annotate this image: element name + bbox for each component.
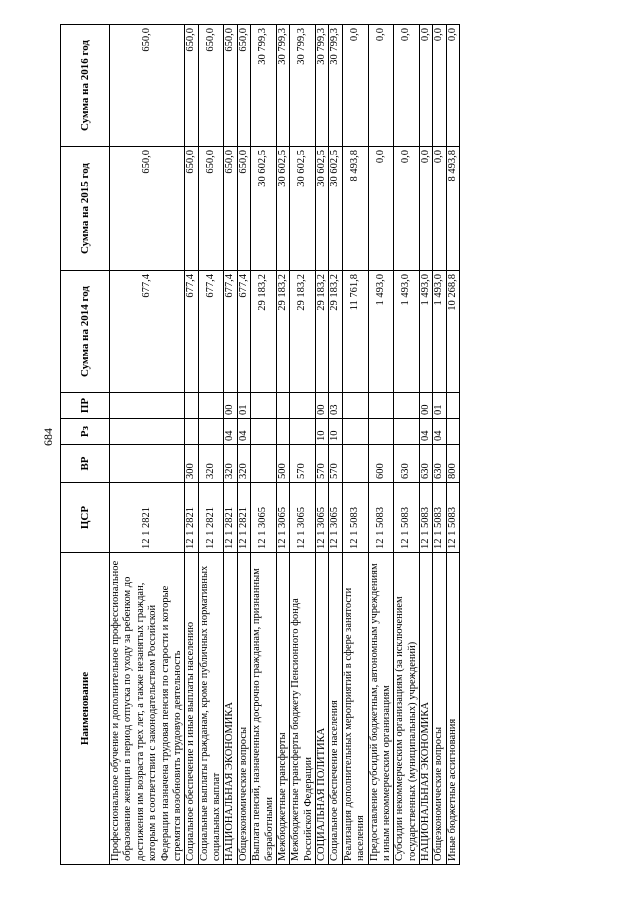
row-sum-2015: 0,0 [420, 147, 433, 271]
row-vr: 320 [224, 445, 237, 483]
row-name: Предоставление субсидий бюджетным, автономным учреждениям и иным некоммерческим организациям [368, 553, 394, 865]
row-rz: 04 [237, 419, 250, 445]
row-pr [251, 393, 277, 419]
row-sum-2015: 30 602,5 [329, 147, 342, 271]
row-rz: 04 [224, 419, 237, 445]
row-sum-2014: 29 183,2 [251, 271, 277, 393]
row-sum-2015: 650,0 [237, 147, 250, 271]
header-name: Наименование [61, 553, 110, 865]
budget-table [60, 24, 460, 865]
row-sum-2016: 650,0 [110, 25, 185, 147]
table-row [276, 25, 289, 865]
row-rz [198, 419, 224, 445]
row-vr [251, 445, 277, 483]
row-sum-2016: 650,0 [198, 25, 224, 147]
row-rz: 04 [420, 419, 433, 445]
row-name: НАЦИОНАЛЬНАЯ ЭКОНОМИКА [224, 553, 237, 865]
table-row [342, 25, 368, 865]
row-sum-2015: 8 493,8 [342, 147, 368, 271]
row-csr: 12 1 2821 [110, 483, 185, 553]
row-name: НАЦИОНАЛЬНАЯ ЭКОНОМИКА [420, 553, 433, 865]
row-sum-2016: 0,0 [446, 25, 459, 147]
row-sum-2015: 650,0 [224, 147, 237, 271]
row-sum-2015: 650,0 [185, 147, 198, 271]
header-sum-2015: Сумма на 2015 год [61, 147, 110, 271]
row-csr: 12 1 5083 [433, 483, 446, 553]
row-sum-2016: 0,0 [394, 25, 420, 147]
row-sum-2015: 30 602,5 [290, 147, 316, 271]
row-vr: 320 [237, 445, 250, 483]
row-sum-2016: 0,0 [420, 25, 433, 147]
row-vr: 500 [276, 445, 289, 483]
row-name: Субсидии некоммерческим организациям (за исключением государственных (муниципальных) учреждений) [394, 553, 420, 865]
row-pr: 00 [316, 393, 329, 419]
row-rz [276, 419, 289, 445]
row-sum-2016: 30 799,3 [251, 25, 277, 147]
row-sum-2016: 650,0 [224, 25, 237, 147]
row-pr [198, 393, 224, 419]
row-vr [110, 445, 185, 483]
table-row [316, 25, 329, 865]
row-sum-2014: 10 268,8 [446, 271, 459, 393]
row-sum-2014: 29 183,2 [316, 271, 329, 393]
row-csr: 12 1 2821 [224, 483, 237, 553]
row-sum-2014: 1 493,0 [420, 271, 433, 393]
row-sum-2016: 650,0 [237, 25, 250, 147]
row-csr: 12 1 3065 [251, 483, 277, 553]
header-vr: ВР [61, 445, 110, 483]
row-rz: 10 [316, 419, 329, 445]
row-pr: 00 [224, 393, 237, 419]
table-row [368, 25, 394, 865]
row-name: Иные бюджетные ассигнования [446, 553, 459, 865]
row-sum-2014: 1 493,0 [433, 271, 446, 393]
row-sum-2015: 30 602,5 [316, 147, 329, 271]
row-pr [185, 393, 198, 419]
row-vr [342, 445, 368, 483]
row-csr: 12 1 2821 [185, 483, 198, 553]
row-vr: 630 [420, 445, 433, 483]
row-sum-2014: 677,4 [185, 271, 198, 393]
row-sum-2014: 677,4 [237, 271, 250, 393]
row-sum-2016: 0,0 [342, 25, 368, 147]
row-sum-2014: 11 761,8 [342, 271, 368, 393]
row-rz [110, 419, 185, 445]
table-row [251, 25, 277, 865]
row-name: Реализация дополнительных мероприятий в сфере занятости населения [342, 553, 368, 865]
row-csr: 12 1 5083 [342, 483, 368, 553]
row-sum-2015: 30 602,5 [251, 147, 277, 271]
row-name: Общеэкономические вопросы [237, 553, 250, 865]
row-csr: 12 1 2821 [237, 483, 250, 553]
row-sum-2015: 0,0 [368, 147, 394, 271]
row-pr [342, 393, 368, 419]
row-sum-2015: 650,0 [110, 147, 185, 271]
row-rz [368, 419, 394, 445]
row-pr: 01 [433, 393, 446, 419]
table-row [433, 25, 446, 865]
row-sum-2016: 0,0 [433, 25, 446, 147]
row-sum-2016: 0,0 [368, 25, 394, 147]
table-row [446, 25, 459, 865]
table-row [237, 25, 250, 865]
table-row [329, 25, 342, 865]
row-rz [394, 419, 420, 445]
table-row [224, 25, 237, 865]
row-vr: 570 [290, 445, 316, 483]
row-vr: 600 [368, 445, 394, 483]
header-pr: ПР [61, 393, 110, 419]
row-csr: 12 1 5083 [368, 483, 394, 553]
row-vr: 320 [198, 445, 224, 483]
table-row [290, 25, 316, 865]
row-pr: 01 [237, 393, 250, 419]
row-csr: 12 1 2821 [198, 483, 224, 553]
row-rz [290, 419, 316, 445]
header-sum-2014: Сумма на 2014 год [61, 271, 110, 393]
row-csr: 12 1 3065 [329, 483, 342, 553]
row-name: Профессиональное обучение и дополнительное профессиональное образование женщин в период отпуска по уходу за ребенком до достижения им возраста трех лет, а также незанятых граждан, которым в соответствии с законодательством Российской Федерации назначена трудовая пенсия по старости и которые стремятся возобновить трудовую деятельность [110, 553, 185, 865]
row-pr [368, 393, 394, 419]
row-sum-2015: 0,0 [433, 147, 446, 271]
row-csr: 12 1 5083 [446, 483, 459, 553]
row-sum-2014: 29 183,2 [329, 271, 342, 393]
row-sum-2016: 30 799,3 [276, 25, 289, 147]
table-row [110, 25, 185, 865]
row-name: Межбюджетные трансферты [276, 553, 289, 865]
table-row [394, 25, 420, 865]
header-rz: Рз [61, 419, 110, 445]
row-sum-2015: 30 602,5 [276, 147, 289, 271]
row-vr: 800 [446, 445, 459, 483]
row-sum-2015: 650,0 [198, 147, 224, 271]
row-pr: 03 [329, 393, 342, 419]
row-name: Социальное обеспечение населения [329, 553, 342, 865]
row-name: Общеэкономические вопросы [433, 553, 446, 865]
row-sum-2014: 677,4 [110, 271, 185, 393]
table-row [420, 25, 433, 865]
row-csr: 12 1 5083 [394, 483, 420, 553]
row-vr: 570 [329, 445, 342, 483]
row-sum-2016: 30 799,3 [290, 25, 316, 147]
rotated-page-content [60, 25, 534, 865]
row-vr: 570 [316, 445, 329, 483]
row-name: Социальное обеспечение и иные выплаты населению [185, 553, 198, 865]
row-pr [290, 393, 316, 419]
row-name: СОЦИАЛЬНАЯ ПОЛИТИКА [316, 553, 329, 865]
table-row [198, 25, 224, 865]
row-vr: 300 [185, 445, 198, 483]
row-rz [251, 419, 277, 445]
row-pr [394, 393, 420, 419]
row-sum-2015: 0,0 [394, 147, 420, 271]
row-csr: 12 1 3065 [276, 483, 289, 553]
row-rz [342, 419, 368, 445]
row-rz [185, 419, 198, 445]
table-row [185, 25, 198, 865]
row-sum-2014: 677,4 [224, 271, 237, 393]
header-csr: ЦСР [61, 483, 110, 553]
row-sum-2015: 8 493,8 [446, 147, 459, 271]
row-sum-2016: 30 799,3 [316, 25, 329, 147]
row-sum-2014: 677,4 [198, 271, 224, 393]
page-number: 684 [41, 428, 55, 446]
row-sum-2014: 1 493,0 [368, 271, 394, 393]
row-pr [110, 393, 185, 419]
row-sum-2014: 29 183,2 [290, 271, 316, 393]
row-sum-2016: 650,0 [185, 25, 198, 147]
row-rz: 10 [329, 419, 342, 445]
row-vr: 630 [394, 445, 420, 483]
row-sum-2014: 1 493,0 [394, 271, 420, 393]
row-name: Выплата пенсий, назначенных досрочно гражданам, признанным безработными [251, 553, 277, 865]
row-csr: 12 1 3065 [316, 483, 329, 553]
row-vr: 630 [433, 445, 446, 483]
row-rz: 04 [433, 419, 446, 445]
row-rz [446, 419, 459, 445]
row-pr [446, 393, 459, 419]
row-pr: 00 [420, 393, 433, 419]
row-csr: 12 1 3065 [290, 483, 316, 553]
header-sum-2016: Сумма на 2016 год [61, 25, 110, 147]
row-name: Межбюджетные трансферты бюджету Пенсионного фонда Российской Федерации [290, 553, 316, 865]
table-header-row [61, 25, 110, 865]
row-sum-2014: 29 183,2 [276, 271, 289, 393]
row-csr: 12 1 5083 [420, 483, 433, 553]
row-pr [276, 393, 289, 419]
row-name: Социальные выплаты гражданам, кроме публичных нормативных социальных выплат [198, 553, 224, 865]
row-sum-2016: 30 799,3 [329, 25, 342, 147]
